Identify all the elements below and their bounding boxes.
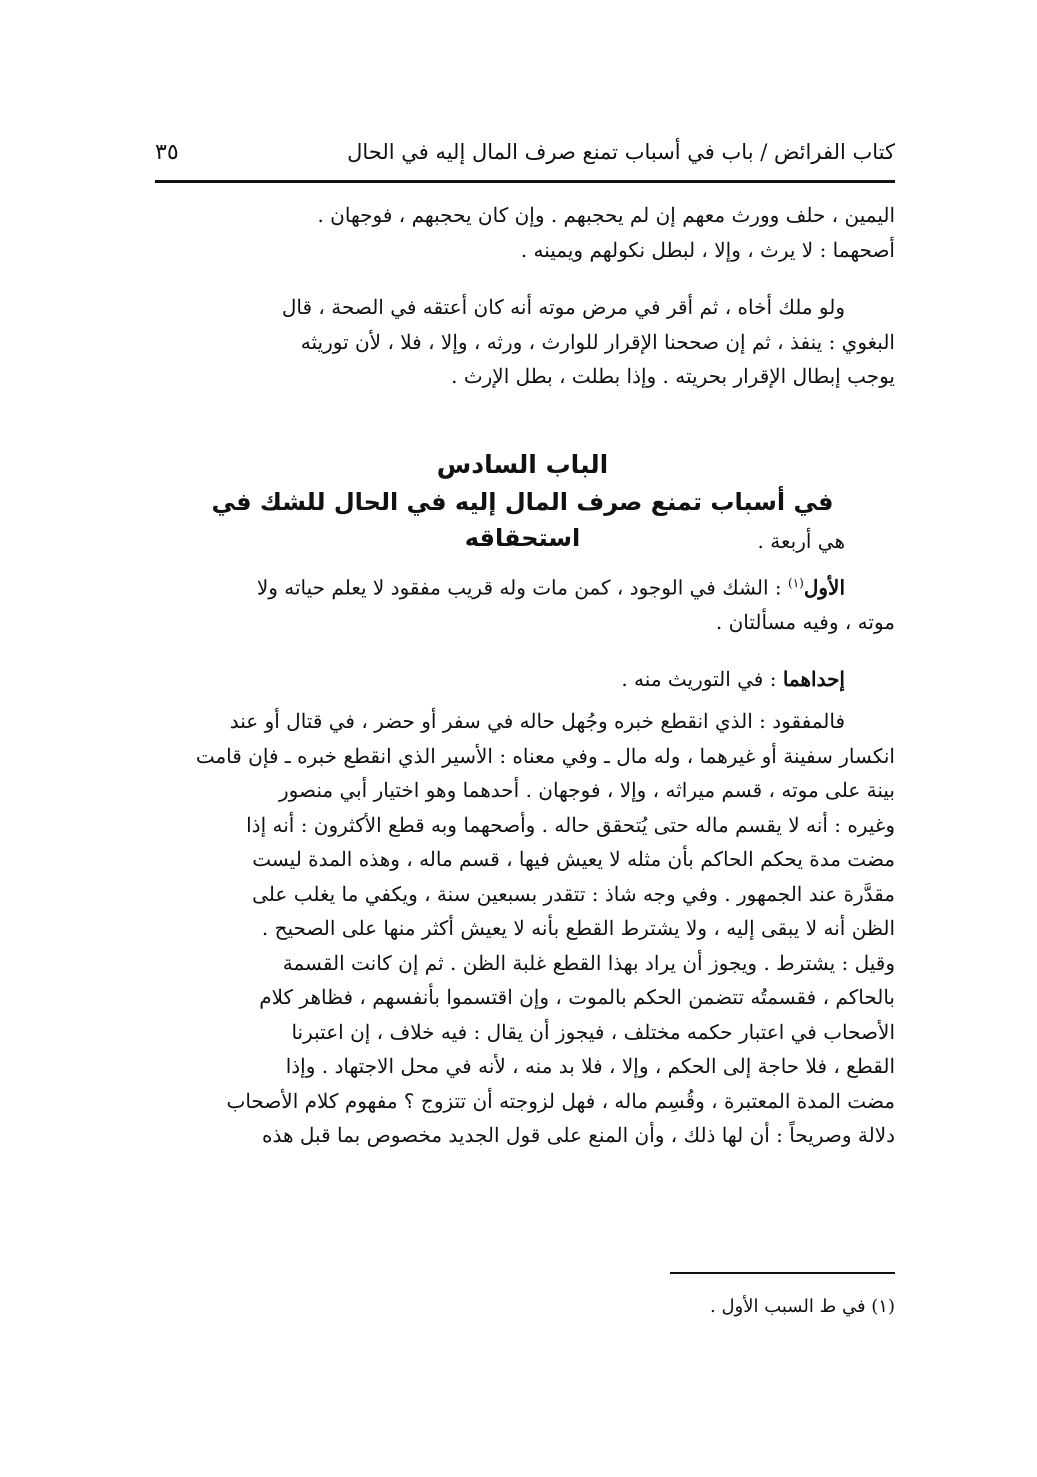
text-line: مضت مدة يحكم الحاكم بأن مثله لا يعيش فيها ، قسم ماله ، وهذه المدة ليست <box>252 847 895 871</box>
footnote-divider <box>670 1272 895 1274</box>
text-line: مضت المدة المعتبرة ، وقُسِم ماله ، فهل لزوجته أن تتزوج ؟ مفهوم كلام الأصحاب <box>226 1088 895 1113</box>
text-line: انكسار سفينة أو غيرهما ، وله مال ـ وفي معناه : الأسير الذي انقطع خبره ـ فإن قامت <box>195 743 895 768</box>
text-line: الظن أنه لا يبقى إليه ، ولا يشترط القطع بأنه لا يعيش أكثر منها على الصحيح . <box>261 916 895 940</box>
text-line: يوجب إبطال الإقرار بحريته . وإذا بطلت ، بطل الإرث . <box>451 364 895 388</box>
intro-paragraph <box>150 524 895 559</box>
text-line: أصحهما : لا يرث ، وإلا ، لبطل نكولهم ويمينه . <box>520 237 895 262</box>
text-line: الأصحاب في اعتبار حكمه مختلف ، فيجوز أن يقال : فيه خلاف ، إن اعتبرنا <box>291 1019 895 1044</box>
issue-one-paragraph <box>150 662 895 697</box>
text-line <box>150 566 895 605</box>
chapter-subtitle: في أسباب تمنع صرف المال إليه في الحال للشك في استحقاقه <box>211 488 834 552</box>
footnote-text: (١) في ط السبب الأول . <box>710 1296 895 1317</box>
text-line <box>150 662 895 697</box>
text-line: هي أربعة . <box>757 529 845 553</box>
text-line: بينة على موته ، قسم ميراثه ، وإلا ، فوجهان . أحدهما وهو اختيار أبي منصور <box>279 778 895 802</box>
text-line: ولو ملك أخاه ، ثم أقر في مرض موته أنه كان أعتقه في الصحة ، قال <box>281 295 845 319</box>
text-line: اليمين ، حلف وورث معهم إن لم يحجبهم . وإن كان يحجبهم ، فوجهان . <box>317 203 895 227</box>
running-header <box>155 140 895 174</box>
header-title: كتاب الفرائض / باب في أسباب تمنع صرف المال إليه في الحال <box>347 140 895 164</box>
text-line: موته ، وفيه مسألتان . <box>715 610 895 635</box>
text-line: وغيره : أنه لا يقسم ماله حتى يُتحقق حاله . وأصحهما وبه قطع الأكثرون : أنه إذا <box>246 812 895 837</box>
header-divider <box>155 180 895 183</box>
text-line: بالحاكم ، فقسمتُه تتضمن الحكم بالموت ، وإن اقتسموا بأنفسهم ، فظاهر كلام <box>259 985 895 1009</box>
footnote-ref: (١) <box>788 576 804 590</box>
main-paragraph <box>150 704 895 1153</box>
issue-one-label: إحداهما <box>782 667 845 691</box>
text-line: دلالة وصريحاً : أن لها ذلك ، وأن المنع على قول الجديد مخصوص بما قبل هذه <box>262 1123 895 1147</box>
paragraph-2 <box>150 290 895 394</box>
text-line: البغوي : ينفذ ، ثم إن صححنا الإقرار للوارث ، ورثه ، وإلا ، فلا ، لأن توريثه <box>300 329 895 354</box>
text-line: القطع ، فلا حاجة إلى الحكم ، وإلا ، فلا بد منه ، لأنه في محل الاجتهاد . وإذا <box>285 1054 895 1078</box>
first-text: : الشك في الوجود ، كمن مات وله قريب مفقود لا يعلم حياته ولا <box>256 575 789 600</box>
page-number: ٣٥ <box>155 140 179 165</box>
footnote <box>500 1292 895 1322</box>
first-label: الأول <box>803 575 845 600</box>
text-line: فالمفقود : الذي انقطع خبره وجُهل حاله في سفر أو حضر ، في قتال أو عند <box>229 709 845 733</box>
text-line: مقدَّرة عند الجمهور . وفي وجه شاذ : تتقدر بسبعين سنة ، ويكفي ما يغلب على <box>252 881 895 906</box>
first-cause-paragraph <box>150 566 895 640</box>
chapter-title: الباب السادس <box>436 450 609 479</box>
text-line: وقيل : يشترط . ويجوز أن يراد بهذا القطع غلبة الظن . ثم إن كانت القسمة <box>282 950 895 975</box>
issue-one-text: : في التوريث منه . <box>621 667 783 691</box>
paragraph-1 <box>150 198 895 267</box>
